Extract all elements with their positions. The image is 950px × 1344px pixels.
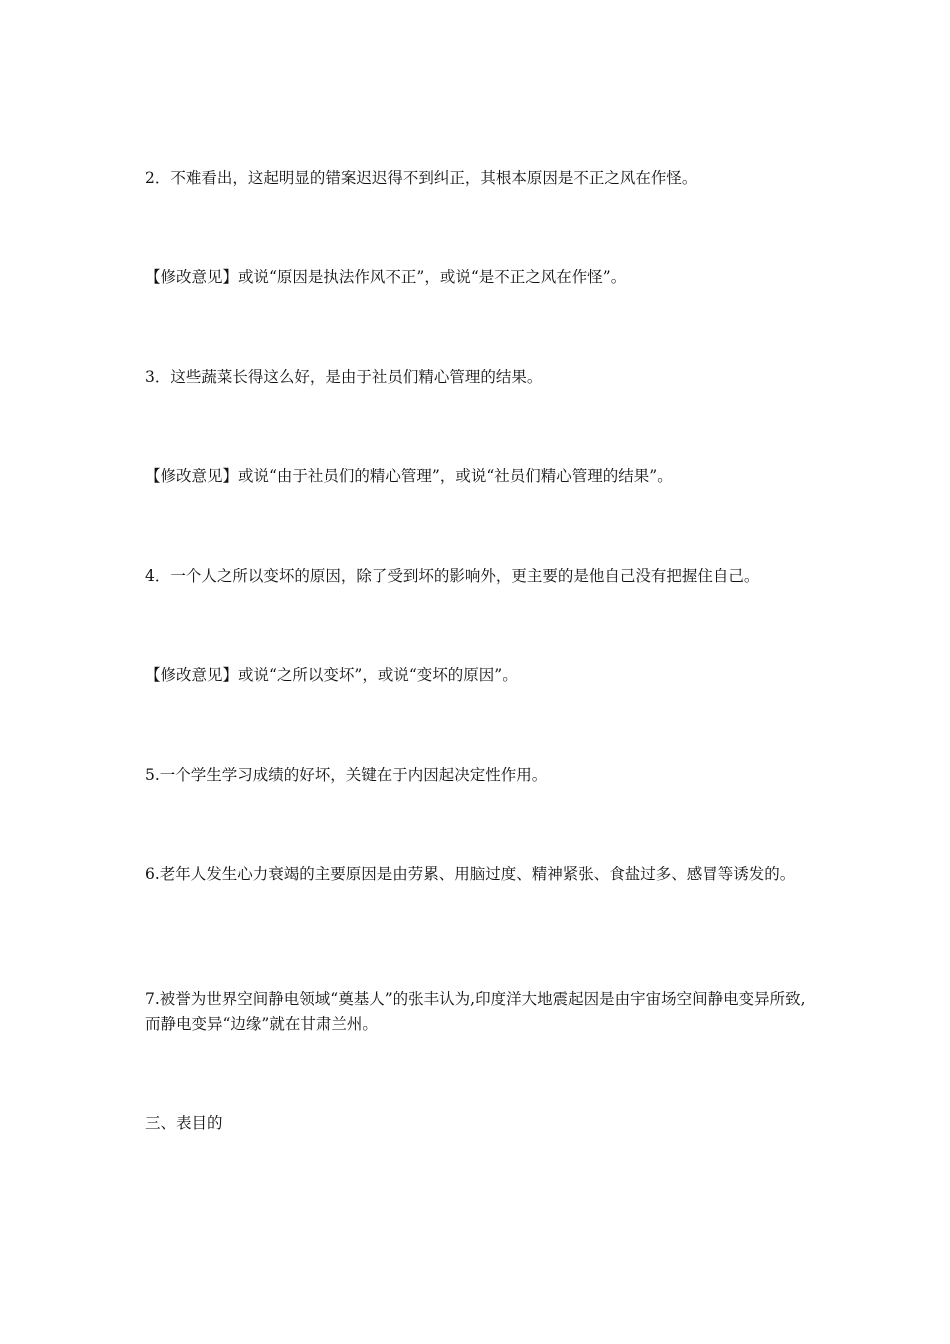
paragraph-item-2: 2．不难看出，这起明显的错案迟迟得不到纠正，其根本原因是不正之风在作怪。 [145,169,698,187]
paragraph-revision-3: 【修改意见】或说“由于社员们的精心管理”，或说“社员们精心管理的结果”。 [145,467,673,485]
paragraph-revision-4: 【修改意见】或说“之所以变坏”，或说“变坏的原因”。 [145,666,518,684]
paragraph-revision-2: 【修改意见】或说“原因是执法作风不正”，或说“是不正之风在作怪”。 [145,268,627,286]
section-heading: 三、表目的 [145,1114,223,1132]
paragraph-item-4: 4．一个人之所以变坏的原因，除了受到坏的影响外，更主要的是他自己没有把握住自己。 [145,567,760,585]
paragraph-item-3: 3．这些蔬菜长得这么好，是由于社员们精心管理的结果。 [145,368,543,386]
paragraph-item-6: 6.老年人发生心力衰竭的主要原因是由劳累、用脑过度、精神紧张、食盐过多、感冒等诱发的。 [145,865,796,883]
paragraph-item-5: 5.一个学生学习成绩的好坏，关键在于内因起决定性作用。 [145,766,548,784]
paragraph-item-7: 7.被誉为世界空间静电领域“奠基人”的张丰认为,印度洋大地震起因是由宇宙场空间静电变异所致,而静电变异“边缘”就在甘肃兰州。 [145,990,806,1033]
